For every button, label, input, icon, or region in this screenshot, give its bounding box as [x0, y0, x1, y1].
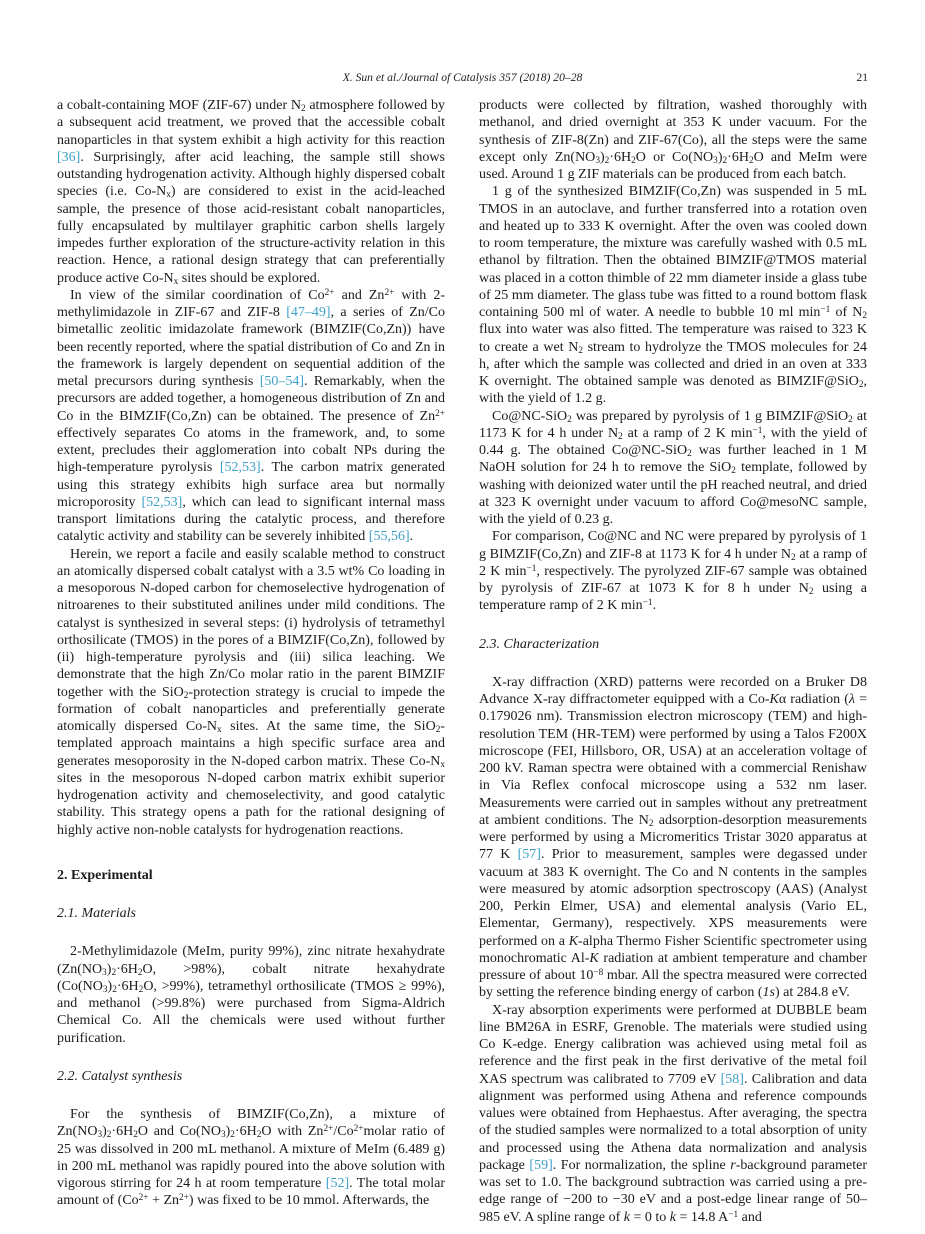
subsection-heading: 2.1. Materials — [57, 906, 136, 921]
text-run: . Calibration and data alignment was performed using Athena and reference compounds values were obtained from Hephaestus. After averaging, the spectra of the studied samples were normalized to a total absorption of unity and processed using the Athena data normalization and analysis package — [479, 1071, 867, 1173]
citation-link[interactable]: [50–54] — [259, 374, 305, 389]
text-run: K — [568, 933, 579, 949]
citation-link[interactable]: [52] — [325, 1176, 350, 1191]
page-header — [57, 71, 868, 87]
text-run: K — [769, 692, 779, 707]
paragraph — [479, 183, 867, 407]
text-run: 2-Methylimidazole (MeIm, purity 99%), zinc nitrate hexahydrate ($Zn(NO_3)_2\cdot 6H_2O$, >98%), cobalt nitrate hexahydrate ($Co(NO_3)_2\cdot 6H_2O$, >99%), tetramethyl orthosilicate (TMOS ≥ 99%), and methanol (>99.8%) were purchased from Sigma-Aldrich Chemical Co. All the chemicals were used without further purification. — [57, 944, 445, 1046]
paragraph — [479, 1002, 867, 1226]
text-run: radiation at ambient temperature and chamber pressure of about $10^{-8}$ mbar. All the spectra measured were corrected by setting the reference binding energy of carbon ( — [479, 950, 867, 1001]
paragraph — [57, 97, 445, 287]
text-run: -alpha Thermo Fisher Scientific spectrometer using monochromatic Al- — [479, 933, 867, 966]
text-run: For comparison, Co@NC and NC were prepared by pyrolysis of 1 g BIMZIF(Co,Zn) and ZIF-8 at 1173 K for 4 h under $N_2$ at a ramp of 2 K $\min^{-1}$, respectively. The pyrolyzed ZIF-67 sample was obtained by pyrolysis of ZIF-67 at 1073 K for 8 h under $N_2$ using a temperature ramp of 2 K $\min^{-1}$. — [479, 529, 868, 614]
text-run: 1s — [762, 985, 775, 1001]
right-column — [479, 97, 867, 1234]
text-run: . Surprisingly, after acid leaching, the sample still shows outstanding hydrogenation activity. Although highly dispersed cobalt species (i.e. $Co-N_x$) are considered to exist in the acid-leached sample, the presence of those acid-resistant cobalt nanoparticles, fully encapsulated by multilayer graphitic carbon shells largely impedes further exploration of the structure-activity relation in this reaction. Hence, a rational design strategy that can preferentially produce active $Co-N_x$ sites should be explored. — [57, 149, 445, 287]
text-run: λ — [848, 692, 855, 707]
text-run: . Remarkably, when the precursors are added together, a homogeneous distribution of Zn and Co in the BIMZIF(Co,Zn) can be obtained. The presence of $Zn^{2+}$ effectively separates Co atoms in the framework, and, to some extent, precludes their agglomeration into cobalt NPs during the high-temperature pyrolysis — [57, 374, 445, 476]
text-run: α radiation ( — [778, 692, 849, 707]
text-run: Co@NC-SiO$_2$ was prepared by pyrolysis of 1 g BIMZIF@SiO$_2$ at 1173 K for 4 h under $N_2$ at a ramp of 2 K $\min^{-1}$, with the yield of 0.44 g. The obtained Co@NC-SiO$_2$ was further leached in 1 M NaOH solution for 24 h to remove the SiO$_2$ template, followed by washing with deionized water until the pH reached neutral, and dried at 323 K overnight under vacuum to afford Co@mesoNC sample, with the yield of 0.23 g. — [479, 408, 867, 527]
text-run: a cobalt-containing MOF (ZIF-67) under $N_2$ atmosphere followed by a subsequent acid treatment, we proved that the accessible cobalt nanoparticles in that system exhibit a high activity for this reaction — [57, 98, 446, 148]
text-run: . — [409, 529, 414, 545]
citation-link[interactable]: [36] — [57, 149, 81, 165]
text-run: = 0 to — [630, 1209, 670, 1225]
section-heading: 2. Experimental — [57, 867, 153, 883]
citation-link[interactable]: [52,53] — [141, 494, 183, 510]
citation-link[interactable]: [59] — [529, 1157, 553, 1173]
citation-link[interactable]: [47–49] — [286, 305, 331, 320]
paragraph — [57, 1106, 445, 1210]
text-run: = 0.179026 nm). Transmission electron microscopy (TEM) and high-resolution TEM (HR-TEM) were performed by using a Talos F200X microscope (FEI, Hillsboro, OR, USA) at an acceleration voltage of 200 kV. Raman spectra were obtained with a commercial Renishaw in Via Reflex confocal microscope using a 532 nm laser. Measurements were carried out in samples without any pretreatment at ambient conditions. The $N_2$ adsorption-desorption measurements were performed by using a Micromeritics Tristar 3020 apparatus at 77 K — [479, 692, 867, 863]
paragraph — [479, 408, 867, 529]
text-run: 1 g of the synthesized BIMZIF(Co,Zn) was suspended in 5 mL TMOS in an autoclave, and further transferred into a rotation oven and heated up to 333 K overnight. After the oven was cooled down to room temperature, the mixture was carefully washed with 0.5 mL ethanol by filtration. Then the obtained BIMZIF@TMOS material was placed in a cotton thimble of 22 mm diameter inside a glass tube of 25 mm diameter. The glass tube was fitted to a round bottom flask containing 500 ml of water. A needle to bubble 10 ml $\min^{-1}$ of $N_2$ flux into water was also fitted. The temperature was raised to 323 K to create a wet $N_2$ stream to hydrolyze the TMOS molecules for 24 h, after which the sample was collected and dried in an oven at 333 K overnight. The obtained sample was denoted as BIMZIF@SiO$_2$, with the yield of 1.2 g. — [479, 184, 867, 407]
text-run: ) at 284.8 eV. — [774, 985, 850, 1001]
paragraph — [479, 674, 867, 1002]
text-run: In view of the similar coordination of $Co^{2+}$ and $Zn^{2+}$ with 2-methylimidazole in ZIF-67 and ZIF-8 — [57, 287, 445, 320]
paragraph — [57, 546, 445, 839]
text-run: K — [589, 950, 599, 966]
text-run: r — [730, 1157, 736, 1173]
paragraph — [479, 97, 867, 183]
text-run: X-ray absorption experiments were performed at DUBBLE beam line BM26A in ESRF, Grenoble. The materials were studied using Co K-edge. Energy calibration was achieved using metal foil as reference and the first peak in the first derivative of the metal foil XAS spectrum was calibrated to 7709 eV — [479, 1002, 867, 1087]
subsection-heading: 2.2. Catalyst synthesis — [57, 1068, 183, 1084]
text-run: . The total molar amount of $(Co^{2+} + Zn^{2+})$ was fixed to be 10 mmol. Afterwards, the — [57, 1176, 445, 1209]
paragraph — [57, 287, 445, 546]
text-run: , which can lead to significant internal mass transport limitations during the catalytic process, and therefore catalytic activity and stability can be severely inhibited — [57, 494, 445, 545]
text-run: X-ray diffraction (XRD) patterns were recorded on a Bruker D8 Advance X-ray diffractometer equipped with a Co- — [479, 674, 867, 707]
paragraph — [479, 528, 867, 614]
text-run: -background parameter was set to 1.0. The background subtraction was carried using a pre-edge range of −200 to −30 eV and a post-edge linear range of 50–985 eV. A spline range of — [479, 1157, 868, 1225]
page-number: 21 — [856, 71, 868, 84]
text-run: k — [669, 1209, 677, 1225]
paragraph — [57, 943, 445, 1047]
citation-link[interactable]: [55,56] — [368, 529, 410, 545]
text-run: k — [623, 1209, 630, 1225]
text-run: . Prior to measurement, samples were degassed under vacuum at 383 K overnight. The Co and N contents in the samples were measured by atomic adsorption spectroscopy (AAS) (Analyst 200, Perkin Elmer, USA) and elemental analysis (Vario EL, Elementar, Germany), respectively. XPS measurements were performed on a — [479, 847, 867, 949]
left-column — [57, 97, 445, 1234]
text-run: = 14.8 $A^{-1}$ and — [676, 1209, 762, 1225]
citation-link[interactable]: [58] — [720, 1071, 744, 1087]
running-title: X. Sun et al./Journal of Catalysis 357 (2018) 20–28 — [342, 71, 583, 84]
citation-link[interactable]: [52,53] — [219, 460, 261, 476]
text-run: . The carbon matrix generated using this strategy exhibits high surface area but normally microporosity — [57, 460, 445, 510]
text-run: For the synthesis of BIMZIF(Co,Zn), a mixture of $Zn(NO_3)_2\cdot 6H_2O$ and $Co(NO_3)_2\cdot 6H_2O$ with $Zn^{2+}/Co^{2+}molar$ ratio of 25 was dissolved in 200 mL methanol. A mixture of MeIm (6.489 g) in 200 mL methanol was rapidly poured into the above solution with vigorous stirring for 24 h at room temperature — [57, 1107, 445, 1191]
text-run: , a series of Zn/Co bimetallic zeolitic imidazolate framework (BIMZIF(Co,Zn)) have been recently reported, where the spatial distribution of Co and Zn in the framework is largely dependent on sequential addition of the metal precursors during synthesis — [57, 305, 445, 389]
text-run: Herein, we report a facile and easily scalable method to construct an atomically dispersed cobalt catalyst with a 3.5 wt% Co loading in a mesoporous N-doped carbon for chemoselective hydrogenation of nitroarenes to their substituted anilines under mild conditions. The catalyst is synthesized in several steps: (i) hydrolysis of tetramethyl orthosilicate (TMOS) in the pores of a BIMZIF(Co,Zn), followed by (ii) high-temperature pyrolysis and (iii) silica leaching. We demonstrate that the high Zn/Co molar ratio in the parent BIMZIF together with the SiO$_2$-protection strategy is crucial to impede the formation of cobalt nanoparticles and preferentially generate atomically dispersed $Co-N_x$ sites. At the same time, the SiO$_2$-templated approach maintains a high specific surface area and generates mesoporosity in the N-doped carbon matrix. These $Co-N_x$ sites in the mesoporous N-doped carbon matrix exhibit superior hydrogenation activity and chemoselectivity, and good catalytic stability. This strategy opens a path for the rational designing of highly active non-noble catalysts for hydrogenation reactions. — [57, 546, 446, 838]
citation-link[interactable]: [57] — [517, 847, 541, 863]
text-run: products were collected by filtration, washed thoroughly with methanol, and dried overnight at 353 K under vacuum. For the synthesis of ZIF-8(Zn) and ZIF-67(Co), all the steps were the same except only $Zn(NO_3)_2\cdot 6H_2O$ or $Co(NO_3)_2\cdot 6H_2O$ and MeIm were used. Around 1 g ZIF materials can be produced from each batch. — [479, 98, 867, 182]
two-column-body — [57, 97, 868, 1234]
text-run: . For normalization, the spline — [552, 1157, 731, 1173]
subsection-heading: 2.3. Characterization — [479, 636, 600, 652]
